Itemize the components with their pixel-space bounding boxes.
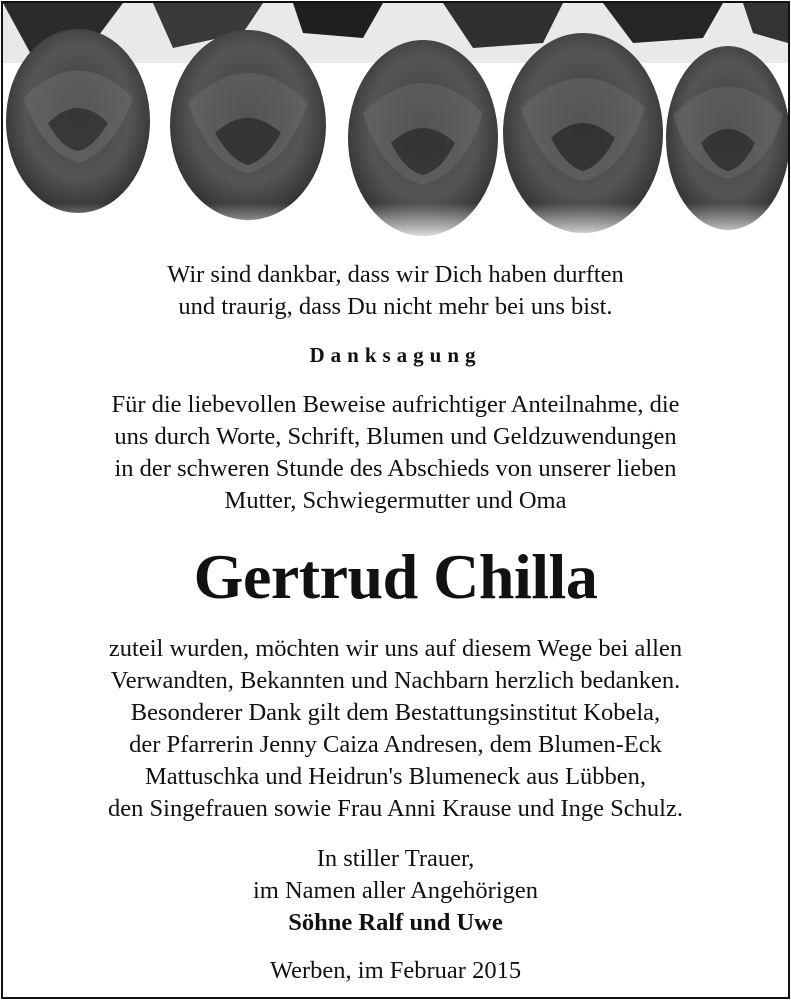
rose-5 — [666, 46, 788, 230]
place-date — [3, 955, 788, 987]
closing-line: In stiller Trauer, — [316, 845, 475, 872]
rose-2 — [170, 30, 326, 220]
paragraph-line: uns durch Worte, Schrift, Blumen und Geldzuwendungen — [114, 423, 677, 450]
closing-line: im Namen aller Angehörigen — [252, 877, 539, 904]
paragraph-line: Mattuschka und Heidrun's Blumeneck aus Lübben, — [144, 763, 647, 790]
roses-image — [3, 3, 788, 243]
rose-1 — [6, 29, 150, 213]
intro-line: und traurig, dass Du nicht mehr bei uns bist. — [178, 293, 613, 320]
thanks-paragraph-2 — [3, 633, 788, 825]
paragraph-line: der Pfarrerin Jenny Caiza Andresen, dem Blumen-Eck — [129, 731, 662, 758]
paragraph-line: zuteil wurden, möchten wir uns auf diesem Wege bei allen — [108, 635, 683, 662]
paragraph-line: in der schweren Stunde des Abschieds von unserer lieben — [114, 455, 677, 482]
paragraph-line: Für die liebevollen Beweise aufrichtiger Anteilnahme, die — [111, 391, 680, 418]
paragraph-line: Mutter, Schwiegermutter und Oma — [224, 487, 567, 514]
paragraph-line: den Singefrauen sowie Frau Anni Krause und Inge Schulz. — [108, 795, 683, 822]
signature: Söhne Ralf und Uwe — [288, 909, 503, 936]
closing-block — [3, 843, 788, 939]
obituary-card — [1, 1, 790, 999]
intro-line: Wir sind dankbar, dass wir Dich haben durften — [167, 261, 624, 288]
thanks-paragraph-1 — [3, 389, 788, 517]
heading-danksagung: Danksagung — [309, 343, 482, 367]
place-date-text: Werben, im Februar 2015 — [269, 957, 522, 984]
paragraph-line: Besonderer Dank gilt dem Bestattungsinstitut Kobela, — [130, 699, 661, 726]
paragraph-line: Verwandten, Bekannten und Nachbarn herzlich bedanken. — [110, 667, 681, 694]
deceased-name: Gertrud Chilla — [193, 541, 598, 612]
intro-quote — [3, 259, 788, 323]
